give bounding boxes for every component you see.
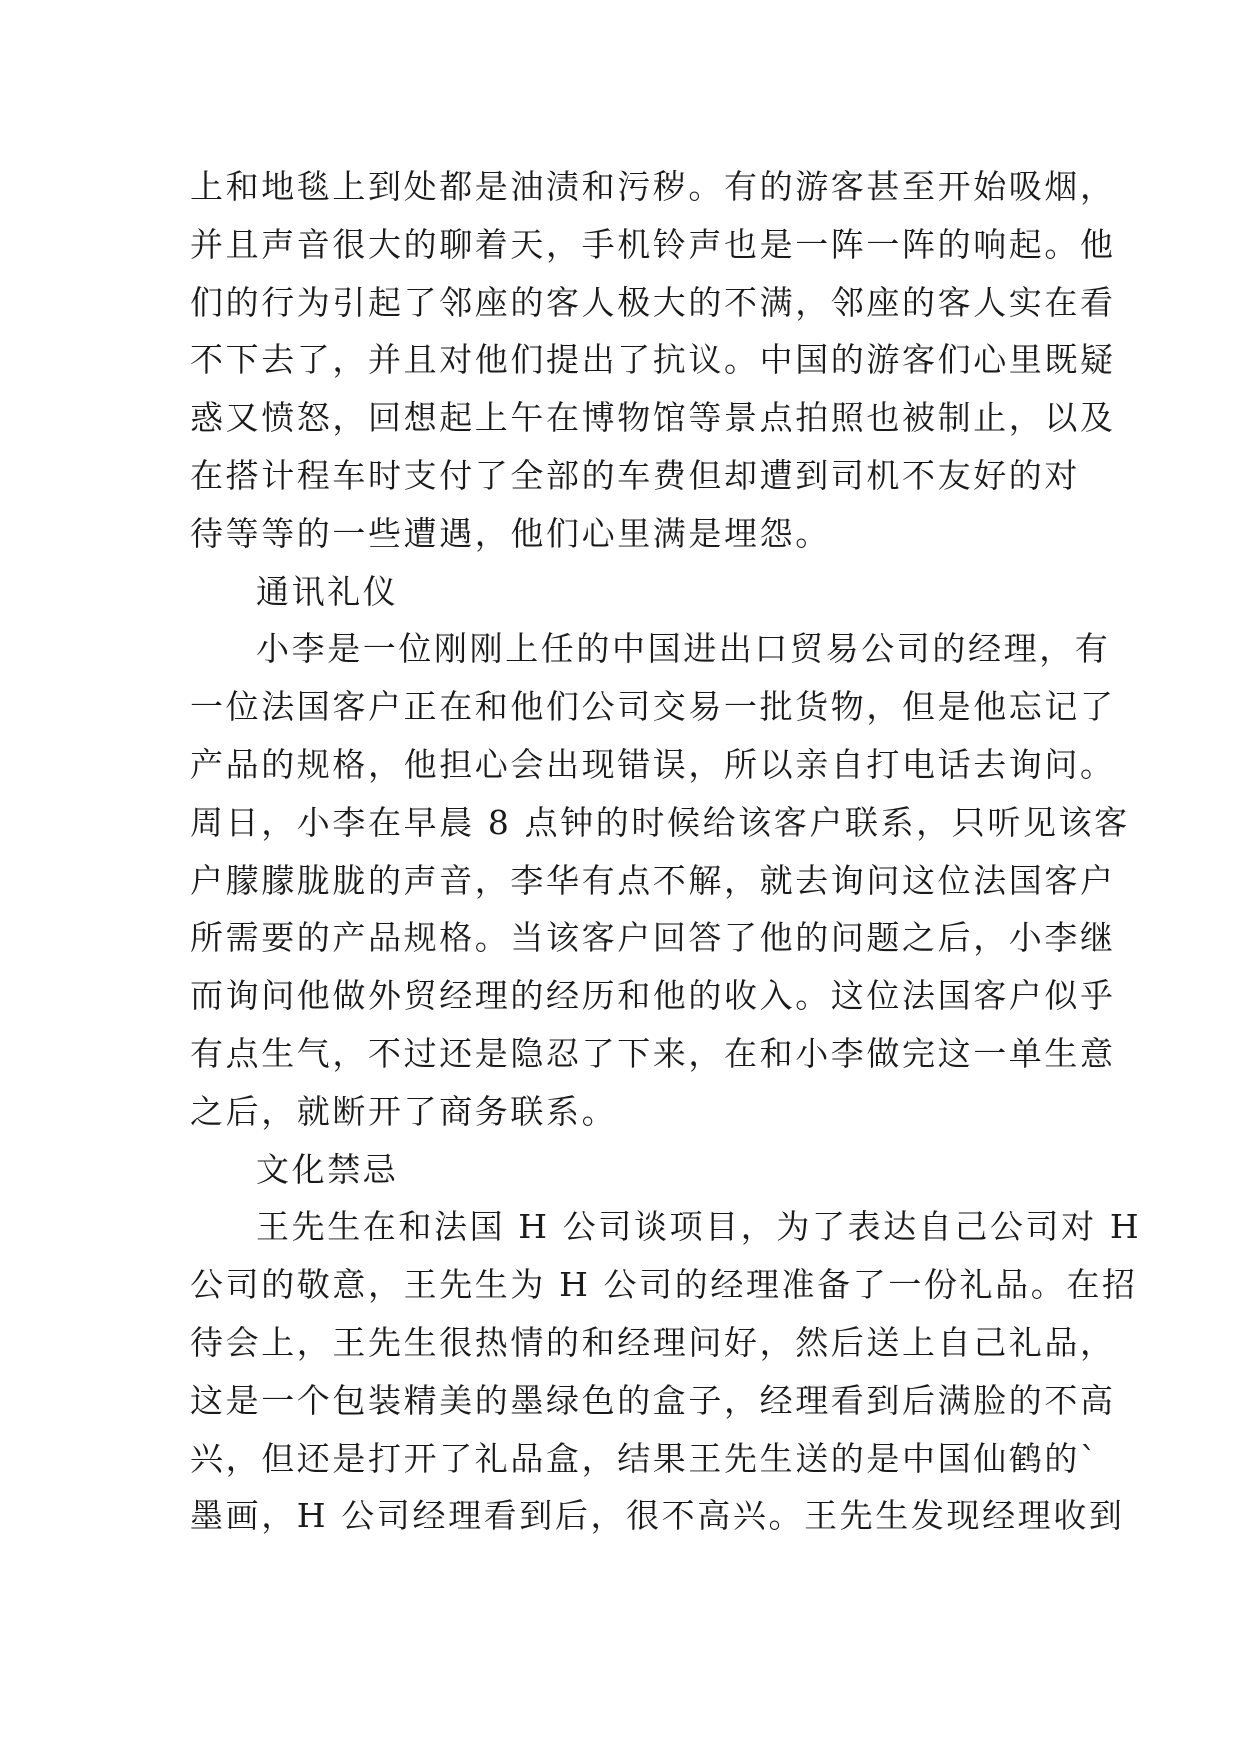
text-line: 小李是一位刚刚上任的中国进出口贸易公司的经理，有 (256, 629, 1111, 669)
text-line: 们的行为引起了邻座的客人极大的不满，邻座的客人实在看 (190, 282, 1116, 322)
text-line: 这是一个包装精美的墨绿色的盒子，经理看到后满脸的不高 (190, 1380, 1116, 1420)
body-text (190, 158, 1142, 1545)
text-line: 户朦朦胧胧的声音，李华有点不解，就去询问这位法国客户 (190, 860, 1116, 900)
section-heading-cultural-taboos: 文化禁忌 (256, 1149, 399, 1189)
section-heading-communication-etiquette: 通讯礼仪 (256, 571, 399, 611)
text-line: 待会上，王先生很热情的和经理问好，然后送上自己礼品， (190, 1322, 1116, 1362)
text-line: 兴，但还是打开了礼品盒，结果王先生送的是中国仙鹤的` (190, 1438, 1100, 1478)
text-line: 待等等的一些遭遇，他们心里满是埋怨。 (190, 513, 831, 553)
text-line: 产品的规格，他担心会出现错误，所以亲自打电话去询问。 (190, 744, 1116, 784)
text-line: 之后，就断开了商务联系。 (190, 1091, 618, 1131)
text-line: 不下去了，并且对他们提出了抗议。中国的游客们心里既疑 (190, 340, 1116, 380)
text-line: 在搭计程车时支付了全部的车费但却遭到司机不友好的对 (190, 455, 1080, 495)
text-line: 墨画，H 公司经理看到后，很不高兴。王先生发现经理收到 (190, 1496, 1125, 1536)
text-line: 并且声音很大的聊着天，手机铃声也是一阵一阵的响起。他 (190, 224, 1116, 264)
text-line: 上和地毯上到处都是油渍和污秽。有的游客甚至开始吸烟， (190, 167, 1116, 206)
text-line: 而询问他做外贸经理的经历和他的收入。这位法国客户似乎 (190, 976, 1116, 1016)
text-line: 周日，小李在早晨 8 点钟的时候给该客户联系，只听见该客 (190, 802, 1130, 842)
text-line: 惑又愤怒，回想起上午在博物馆等景点拍照也被制止，以及 (190, 398, 1116, 438)
text-line: 王先生在和法国 H 公司谈项目，为了表达自己公司对 H (256, 1207, 1142, 1247)
text-line: 一位法国客户正在和他们公司交易一批货物，但是他忘记了 (190, 687, 1116, 727)
text-line: 公司的敬意，王先生为 H 公司的经理准备了一份礼品。在招 (190, 1265, 1138, 1305)
text-line: 所需要的产品规格。当该客户回答了他的问题之后，小李继 (190, 918, 1116, 958)
text-line: 有点生气，不过还是隐忍了下来，在和小李做完这一单生意 (190, 1033, 1116, 1073)
